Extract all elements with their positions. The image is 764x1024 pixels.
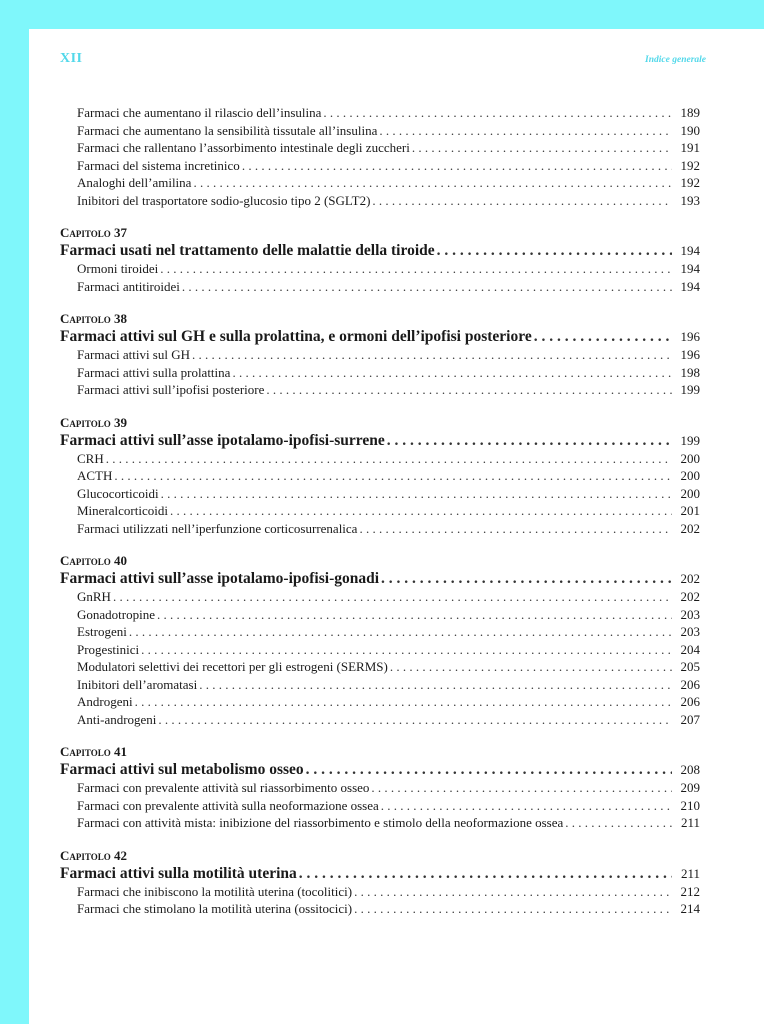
toc-entry-page: 199 — [680, 382, 700, 397]
toc-entry-label: Farmaci con prevalente attività sul riassorbimento osseo — [77, 780, 370, 795]
toc-entry-label: Inibitori dell’aromatasi — [77, 676, 198, 692]
toc-entry[interactable] — [60, 901, 700, 919]
chapter-title[interactable] — [60, 570, 700, 589]
toc-entry-page: 211 — [680, 815, 700, 830]
dot-leader — [354, 901, 672, 917]
dot-leader — [170, 503, 672, 519]
chapter-title-label: Farmaci attivi sull’asse ipotalamo-ipofisi-surrene — [60, 431, 385, 449]
chapter-number: Capitolo 38 — [60, 311, 127, 326]
toc-entry-page: 212 — [680, 883, 700, 899]
toc-entry-page: 202 — [680, 520, 700, 536]
toc-entry-label: Farmaci del sistema incretinico — [77, 157, 240, 173]
chapter-title-page: 211 — [680, 865, 700, 881]
dot-leader — [182, 279, 672, 295]
toc-entry-page: 203 — [680, 606, 700, 622]
dot-leader — [437, 242, 672, 260]
toc-entry-page: 192 — [680, 157, 700, 173]
toc-entry[interactable] — [60, 279, 700, 297]
chapter-block — [60, 552, 700, 729]
toc-entry-label: Farmaci che aumentano la sensibilità tissutale all’insulina — [77, 122, 378, 138]
dot-leader — [323, 105, 672, 121]
dot-leader — [199, 677, 672, 693]
toc-entry[interactable] — [60, 607, 700, 625]
dot-leader — [114, 468, 672, 484]
toc-entry-label: Mineralcorticoidi — [77, 503, 168, 518]
dot-leader — [193, 175, 672, 191]
toc-entry-page: 209 — [680, 780, 700, 795]
toc-entry-page: 204 — [680, 641, 700, 657]
toc-entry-page: 206 — [680, 676, 700, 692]
toc-entry-page: 200 — [680, 468, 700, 483]
dot-leader — [161, 486, 672, 502]
toc-entry-label: Glucocorticoidi — [77, 485, 159, 501]
chapter-number: Capitolo 39 — [60, 414, 127, 430]
dot-leader — [113, 589, 672, 605]
toc-entry-label: Farmaci attivi sull’ipofisi posteriore — [77, 382, 265, 397]
chapter-title-label: Farmaci attivi sull’asse ipotalamo-ipofisi-gonadi — [60, 570, 380, 587]
toc-entry-label: GnRH — [77, 589, 111, 604]
dot-leader — [381, 570, 672, 588]
toc-entry-label: Farmaci utilizzati nell’iperfunzione corticosurrenalica — [77, 520, 358, 536]
toc-entry-label: Androgeni — [77, 694, 133, 709]
toc-entry-page: 194 — [680, 278, 700, 294]
dot-leader — [232, 365, 672, 381]
dot-leader — [381, 798, 672, 814]
dot-leader — [160, 261, 672, 277]
chapter-title-label: Farmaci attivi sul metabolismo osseo — [60, 761, 304, 778]
toc-entry-label: Analoghi dell’amilina — [77, 175, 192, 190]
chapter-title-page: 199 — [680, 432, 700, 448]
chapter-title[interactable] — [60, 761, 700, 780]
toc-entry[interactable] — [60, 451, 700, 469]
chapter-list — [60, 224, 700, 919]
toc-entry-label: Farmaci con attività mista: inibizione del riassorbimento e stimolo della neoformazione ossea — [77, 815, 564, 830]
toc-entry[interactable] — [60, 365, 700, 383]
dot-leader — [266, 382, 672, 398]
toc-entry-label: Gonadotropine — [77, 606, 155, 622]
chapter-title[interactable] — [60, 328, 700, 347]
toc-entry-page: 202 — [680, 589, 700, 604]
toc-entry-label: Farmaci antitiroidei — [77, 278, 180, 294]
chapter-title[interactable] — [60, 432, 700, 451]
toc-entry-page: 214 — [680, 901, 700, 916]
toc-entry-label: CRH — [77, 450, 104, 466]
dot-leader — [387, 432, 672, 450]
toc-entry[interactable] — [60, 780, 700, 798]
chapter-title-label: Farmaci attivi sulla motilità uterina — [60, 864, 297, 882]
dot-leader — [565, 815, 672, 831]
dot-leader — [192, 347, 672, 363]
chapter-block — [60, 743, 700, 833]
toc-entry-label: Progestinici — [77, 641, 140, 657]
toc-entry[interactable] — [60, 589, 700, 607]
dot-leader — [359, 521, 672, 537]
toc-entry[interactable] — [60, 347, 700, 365]
dot-leader — [141, 642, 672, 658]
toc-entry[interactable] — [60, 261, 700, 279]
table-of-contents — [60, 105, 700, 919]
toc-entry-label: Estrogeni — [77, 624, 127, 639]
toc-entry-page: 207 — [680, 711, 700, 727]
toc-entry-page: 196 — [680, 347, 700, 362]
dot-leader — [412, 140, 672, 156]
dot-leader — [157, 607, 672, 623]
toc-entry-page: 210 — [680, 797, 700, 813]
toc-entry-page: 206 — [680, 694, 700, 709]
toc-entry[interactable] — [60, 624, 700, 642]
toc-entry[interactable] — [60, 175, 700, 193]
toc-entry-label: Farmaci con prevalente attività sulla neoformazione ossea — [77, 797, 379, 813]
toc-entry-label: Inibitori del trasportatore sodio-glucosio tipo 2 (SGLT2) — [77, 192, 371, 208]
toc-entry-page: 200 — [680, 450, 700, 466]
toc-entry[interactable] — [60, 884, 700, 902]
dot-leader — [299, 865, 672, 883]
dot-leader — [106, 451, 672, 467]
toc-entry[interactable] — [60, 468, 700, 486]
toc-entry-page: 189 — [680, 105, 700, 120]
dot-leader — [158, 712, 672, 728]
toc-entry-page: 192 — [680, 175, 700, 190]
toc-entry[interactable] — [60, 521, 700, 539]
chapter-number: Capitolo 40 — [60, 553, 127, 568]
toc-entry[interactable] — [60, 105, 700, 123]
toc-entry[interactable] — [60, 123, 700, 141]
toc-entry-page: 205 — [680, 659, 700, 674]
toc-entry-label: Farmaci che rallentano l’assorbimento intestinale degli zuccheri — [77, 140, 410, 155]
toc-entry-label: Modulatori selettivi dei recettori per gli estrogeni (SERMS) — [77, 659, 388, 674]
dot-leader — [129, 624, 672, 640]
toc-entry[interactable] — [60, 503, 700, 521]
chapter-number: Capitolo 42 — [60, 847, 127, 863]
toc-entry[interactable] — [60, 694, 700, 712]
chapter-title-label: Farmaci usati nel trattamento delle malattie della tiroide — [60, 242, 435, 259]
toc-entry-page: 194 — [680, 261, 700, 276]
chapter-block — [60, 414, 700, 539]
page-number: XII — [60, 51, 83, 66]
toc-entry-page: 191 — [680, 140, 700, 155]
toc-entry-page: 190 — [680, 122, 700, 138]
toc-entry-label: ACTH — [77, 468, 113, 483]
chapter-number: Capitolo 37 — [60, 225, 127, 240]
toc-entry[interactable] — [60, 712, 700, 730]
left-color-band — [0, 0, 29, 1024]
chapter-title-page: 202 — [680, 571, 700, 586]
chapter-block — [60, 310, 700, 400]
toc-entry-page: 200 — [680, 485, 700, 501]
dot-leader — [242, 158, 672, 174]
toc-entry-page: 201 — [680, 503, 700, 518]
toc-entry[interactable] — [60, 677, 700, 695]
dot-leader — [390, 659, 672, 675]
toc-entry-label: Farmaci che aumentano il rilascio dell’insulina — [77, 105, 322, 120]
dot-leader — [354, 884, 672, 900]
chapter-title[interactable] — [60, 865, 700, 884]
toc-entry-page: 203 — [680, 624, 700, 639]
top-color-band — [0, 0, 764, 29]
toc-entry-page: 198 — [680, 364, 700, 380]
dot-leader — [379, 123, 672, 139]
chapter-number: Capitolo 41 — [60, 744, 127, 759]
toc-entry-label: Farmaci attivi sul GH — [77, 347, 191, 362]
toc-entry-label: Ormoni tiroidei — [77, 261, 159, 276]
toc-entry[interactable] — [60, 642, 700, 660]
chapter-title[interactable] — [60, 242, 700, 261]
dot-leader — [135, 694, 672, 710]
dot-leader — [371, 780, 672, 796]
toc-entry-label: Anti-androgeni — [77, 711, 157, 727]
toc-entry[interactable] — [60, 140, 700, 158]
toc-entry[interactable] — [60, 659, 700, 677]
toc-entry-label: Farmaci che stimolano la motilità uterina (ossitocici) — [77, 901, 353, 916]
toc-entry[interactable] — [60, 815, 700, 833]
toc-entry[interactable] — [60, 382, 700, 400]
intro-entry-list — [60, 105, 700, 210]
chapter-block — [60, 847, 700, 919]
toc-entry[interactable] — [60, 158, 700, 176]
chapter-title-page: 196 — [680, 329, 700, 344]
chapter-title-page: 194 — [680, 243, 700, 258]
toc-entry[interactable] — [60, 193, 700, 211]
toc-entry[interactable] — [60, 486, 700, 504]
chapter-title-page: 208 — [680, 762, 700, 777]
running-head: Indice generale — [645, 55, 706, 65]
toc-entry[interactable] — [60, 798, 700, 816]
dot-leader — [372, 193, 672, 209]
dot-leader — [306, 761, 672, 779]
dot-leader — [534, 328, 672, 346]
chapter-block — [60, 224, 700, 296]
toc-entry-label: Farmaci che inibiscono la motilità uterina (tocolitici) — [77, 883, 353, 899]
toc-entry-label: Farmaci attivi sulla prolattina — [77, 364, 231, 380]
chapter-title-label: Farmaci attivi sul GH e sulla prolattina, e ormoni dell’ipofisi posteriore — [60, 328, 532, 345]
toc-entry-page: 193 — [680, 192, 700, 208]
